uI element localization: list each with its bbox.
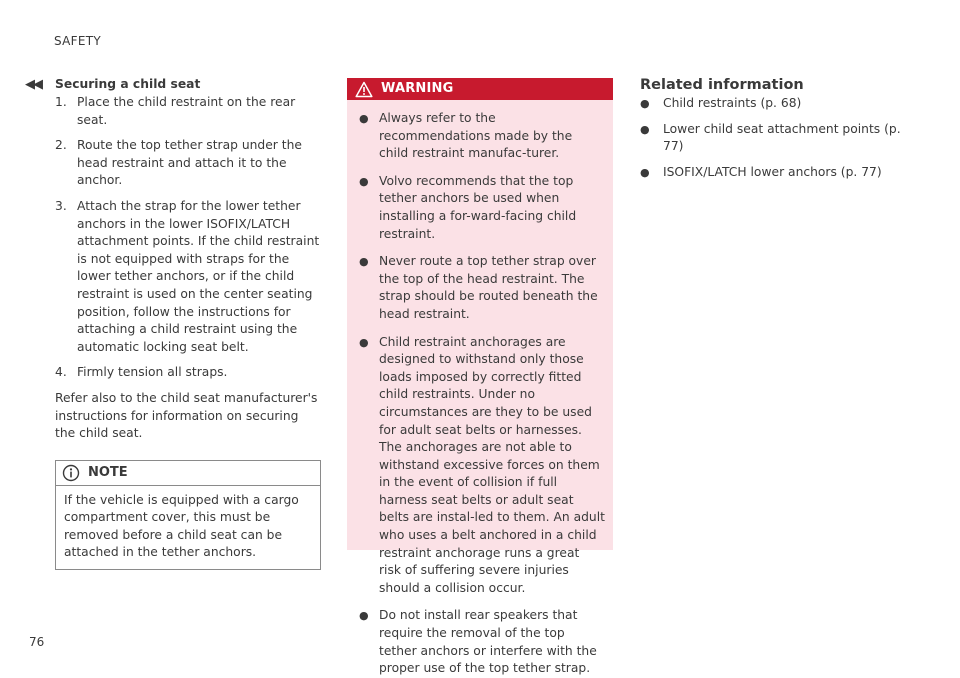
related-item: [640, 164, 910, 182]
step-item: [55, 198, 320, 356]
bullet-icon: ●: [359, 255, 369, 269]
warning-item: [359, 253, 605, 323]
step-text: Route the top tether strap under the head restraint and attach it to the anchor.: [77, 138, 302, 188]
warning-item-text: Never route a top tether strap over the top of the head restraint. The strap should be routed beneath the head restraint.: [379, 254, 598, 321]
continuation-icon: ◀◀: [25, 77, 41, 92]
note-header: [56, 461, 320, 486]
bullet-icon: ●: [640, 122, 650, 136]
note-title: NOTE: [88, 464, 128, 480]
step-text: Attach the strap for the lower tether anchors in the lower ISOFIX/LATCH attachment points. If the child restraint is not equipped with straps for the lower tether anchors, or if the child restraint is used on the center seating position, follow the instructions for attaching a child restraint using the automatic locking seat belt.: [77, 198, 320, 354]
step-number: 3.: [55, 198, 67, 213]
warning-list: [347, 100, 613, 678]
note-body: If the vehicle is equipped with a cargo compartment cover, this must be removed before a child seat can be attached in the tether anchors.: [64, 492, 299, 560]
warning-title: WARNING: [381, 81, 454, 97]
related-title: Related information: [640, 77, 804, 93]
warning-box: [347, 78, 613, 676]
related-link[interactable]: Lower child seat attachment points (p. 77): [663, 121, 901, 154]
warning-item-text: Child restraint anchorages are designed to withstand only those loads imposed by correctly fitted child restraints. Under no circumstances are they to be used for adult seat belts or harnesses. The anchorages are not able to withstand excessive forces on them in the event of collision if full harness seat belts or adult seat belts are instal-led to them. An adult who uses a belt anchored in a child restraint anchorage runs a great risk of suffering severe injuries should a collision occur.: [379, 334, 605, 595]
warning-item: [359, 173, 605, 243]
step-number: 1.: [55, 95, 67, 109]
related-item: [640, 95, 910, 113]
steps-list: [55, 94, 320, 382]
step-number: 2.: [55, 138, 67, 153]
warning-header: [347, 78, 613, 100]
related-list: [640, 95, 910, 181]
page-header: SAFETY: [54, 34, 101, 48]
step-item: [55, 94, 320, 129]
bullet-icon: ●: [640, 165, 650, 179]
page-number: 76: [29, 635, 45, 649]
bullet-icon: ●: [640, 97, 650, 110]
info-circle-icon: [62, 464, 80, 482]
related-column: [640, 76, 910, 189]
step-text: Firmly tension all straps.: [77, 365, 228, 380]
warning-column: [347, 78, 613, 676]
step-item: [55, 137, 320, 190]
bullet-icon: ●: [359, 335, 369, 349]
section-title-row: [25, 76, 320, 94]
warning-item-text: Do not install rear speakers that require the removal of the top tether anchors or interfere with the proper use of the top tether strap.: [379, 608, 597, 676]
bullet-icon: ●: [359, 174, 369, 188]
warning-triangle-icon: [355, 81, 373, 98]
warning-item-text: Always refer to the recommendations made by the child restraint manufac-turer.: [379, 111, 573, 161]
step-item: [55, 364, 320, 382]
related-link[interactable]: ISOFIX/LATCH lower anchors (p. 77): [663, 164, 882, 179]
related-link[interactable]: Child restraints (p. 68): [663, 96, 802, 110]
warning-item-text: Volvo recommends that the top tether anchors be used when installing a for-ward-facing child restraint.: [379, 173, 577, 241]
bullet-icon: ●: [359, 609, 369, 623]
warning-item: [359, 334, 605, 598]
instruction-paragraph: Refer also to the child seat manufacturer's instructions for information on securing the child seat.: [55, 390, 318, 441]
note-box: [55, 460, 321, 570]
section-title: Securing a child seat: [55, 77, 201, 91]
related-item: [640, 121, 910, 156]
step-text: Place the child restraint on the rear seat.: [77, 95, 296, 127]
main-column: [25, 76, 320, 570]
bullet-icon: ●: [359, 112, 369, 125]
step-number: 4.: [55, 365, 67, 380]
warning-item: [359, 607, 605, 677]
warning-item: [359, 110, 605, 163]
